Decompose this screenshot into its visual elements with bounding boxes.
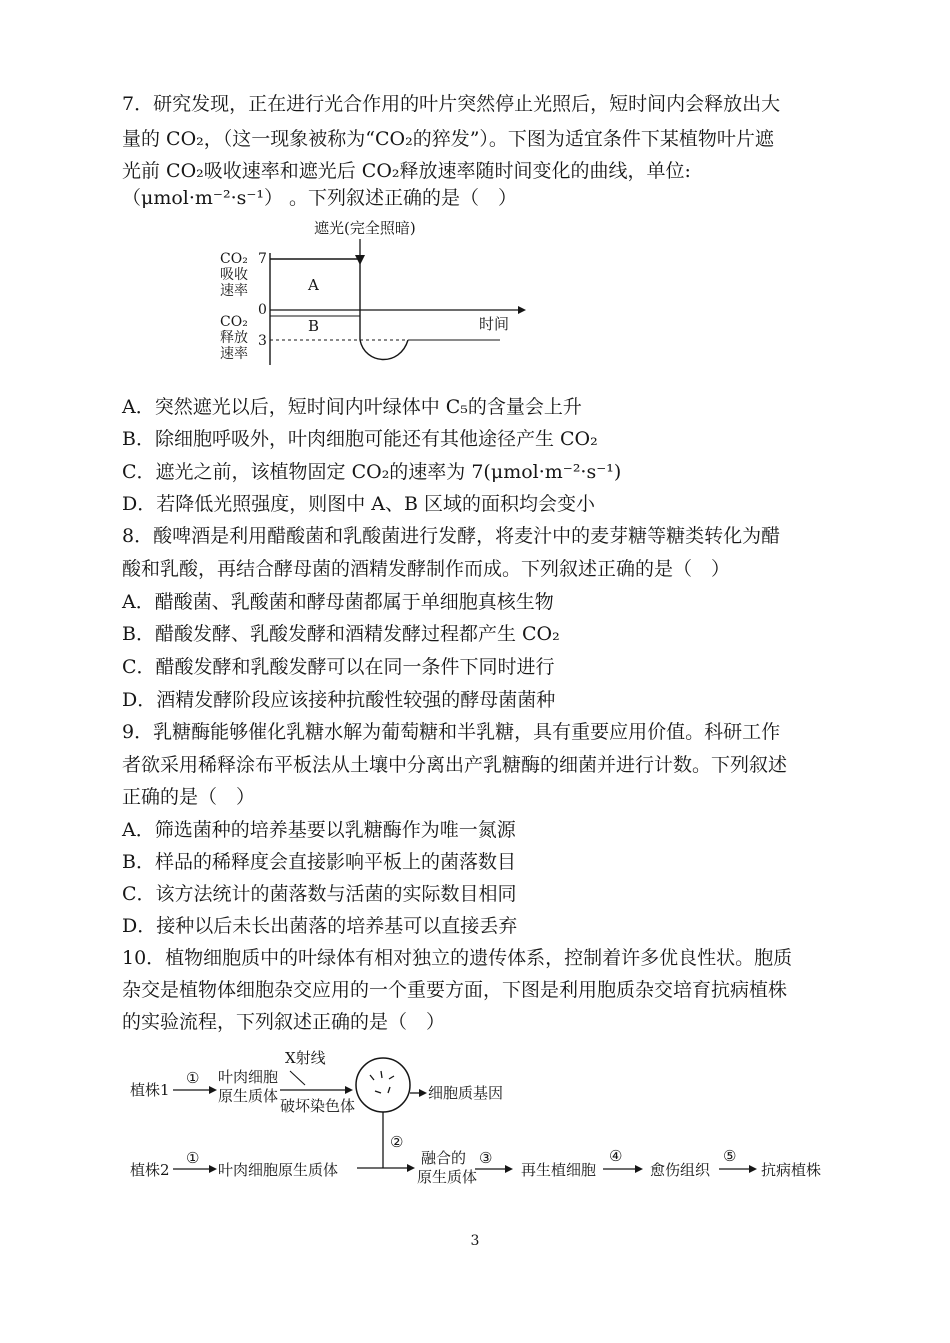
arrow-right-icon — [749, 1165, 757, 1173]
graph-y-upper-1: CO₂ — [220, 251, 248, 267]
q9-option-d: D．接种以后未长出菌落的培养基可以直接丢弃 — [122, 915, 518, 937]
flow-cyto-gene: 细胞质基因 — [428, 1084, 504, 1102]
q8-stem-line-2: 酸和乳酸，再结合酵母菌的酒精发酵制作而成。下列叙述正确的是（ ） — [122, 558, 731, 580]
q10-flow-diagram — [125, 1045, 835, 1195]
q7-option-b: B．除细胞呼吸外，叶肉细胞可能还有其他途径产生 CO₂ — [122, 428, 598, 450]
flow-protoplast1-a: 叶肉细胞 — [218, 1068, 279, 1086]
flow-protoplast1-b: 原生质体 — [218, 1087, 279, 1105]
flow-plant2: 植株2 — [130, 1161, 170, 1179]
flow-callus: 愈伤组织 — [650, 1161, 711, 1179]
q9-stem-line-2: 者欲采用稀释涂布平板法从土壤中分离出产乳糖酶的细菌并进行计数。下列叙述 — [122, 754, 788, 776]
q7-graph — [200, 215, 540, 390]
q10-stem-line-2: 杂交是植物体细胞杂交应用的一个重要方面，下图是利用胞质杂交培育抗病植株 — [122, 979, 788, 1001]
q8-option-b: B．醋酸发酵、乳酸发酵和酒精发酵过程都产生 CO₂ — [122, 623, 560, 645]
arrow-right-icon — [209, 1165, 217, 1173]
q7-option-c: C．遮光之前，该植物固定 CO₂的速率为 7(μmol·m⁻²·s⁻¹) — [122, 461, 622, 483]
q9-stem-line-3: 正确的是（ ） — [122, 786, 256, 808]
q7-option-d: D．若降低光照强度，则图中 A、B 区域的面积均会变小 — [122, 493, 595, 515]
flow-fused-b: 原生质体 — [417, 1168, 478, 1186]
arrow-right-icon — [518, 306, 526, 314]
graph-region-a: A — [308, 276, 319, 294]
cell-icon — [356, 1058, 410, 1112]
flow-destroy: 破坏染色体 — [280, 1097, 356, 1115]
graph-tick-0: 0 — [258, 302, 267, 318]
graph-y-upper-3: 速率 — [220, 283, 248, 299]
flow-protoplast2: 叶肉细胞原生质体 — [218, 1161, 339, 1179]
flow-fused-a: 融合的 — [421, 1149, 467, 1167]
q7-stem-line-1: 7．研究发现，正在进行光合作用的叶片突然停止光照后，短时间内会释放出大 — [122, 93, 781, 115]
flow-xray: X射线 — [285, 1049, 326, 1067]
arrow-right-icon — [209, 1086, 217, 1094]
graph-y-upper-2: 吸收 — [220, 267, 248, 283]
graph-y-lower-2: 释放 — [220, 330, 248, 346]
q9-option-a: A．筛选菌种的培养基要以乳糖酶作为唯一氮源 — [122, 819, 516, 841]
q8-option-d: D．酒精发酵阶段应该接种抗酸性较强的酵母菌菌种 — [122, 689, 556, 711]
q7-stem-line-4: （μmol·m⁻²·s⁻¹） 。下列叙述正确的是（ ） — [122, 187, 518, 209]
q8-option-a: A．醋酸菌、乳酸菌和酵母菌都属于单细胞真核生物 — [122, 591, 554, 613]
q8-option-c: C．醋酸发酵和乳酸发酵可以在同一条件下同时进行 — [122, 656, 555, 678]
arrow-right-icon — [635, 1165, 643, 1173]
q8-stem-line-1: 8．酸啤酒是利用醋酸菌和乳酸菌进行发酵，将麦汁中的麦芽糖等糖类转化为醋 — [122, 525, 781, 547]
flow-step4: ④ — [609, 1147, 623, 1165]
q7-option-a: A．突然遮光以后，短时间内叶绿体中 C₅的含量会上升 — [122, 396, 582, 418]
q7-stem-line-2: 量的 CO₂，（这一现象被称为“CO₂的猝发”）。下图为适宜条件下某植物叶片遮 — [122, 128, 774, 150]
q10-stem-line-3: 的实验流程，下列叙述正确的是（ ） — [122, 1011, 446, 1033]
flow-step5: ⑤ — [723, 1147, 737, 1165]
q9-option-b: B．样品的稀释度会直接影响平板上的菌落数目 — [122, 851, 516, 873]
arrow-right-icon — [345, 1086, 353, 1094]
flow-resistant: 抗病植株 — [761, 1161, 822, 1179]
flow-step1: ① — [186, 1069, 200, 1087]
graph-tick-7: 7 — [258, 251, 267, 267]
q10-stem-line-1: 10．植物细胞质中的叶绿体有相对独立的遗传体系，控制着许多优良性状。胞质 — [122, 947, 793, 969]
flow-regen: 再生植细胞 — [521, 1161, 597, 1179]
graph-tick-3: 3 — [258, 333, 267, 349]
arrow-right-icon — [505, 1165, 513, 1173]
graph-x-label: 时间 — [479, 315, 510, 333]
q9-option-c: C．该方法统计的菌落数与活菌的实际数目相同 — [122, 883, 517, 905]
flow-step1b: ① — [186, 1149, 200, 1167]
graph-y-lower-1: CO₂ — [220, 314, 248, 330]
flow-step3: ③ — [479, 1149, 493, 1167]
arrow-right-icon — [407, 1164, 415, 1172]
flow-plant1: 植株1 — [130, 1081, 170, 1099]
flow-step2: ② — [390, 1133, 404, 1151]
q7-stem-line-3: 光前 CO₂吸收速率和遮光后 CO₂释放速率随时间变化的曲线，单位: — [122, 160, 691, 182]
q9-stem-line-1: 9．乳糖酶能够催化乳糖水解为葡萄糖和半乳糖，具有重要应用价值。科研工作 — [122, 721, 781, 743]
graph-region-b: B — [308, 317, 320, 335]
arrow-right-icon — [419, 1089, 427, 1097]
graph-y-lower-3: 速率 — [220, 346, 248, 362]
page-number: 3 — [470, 1233, 480, 1249]
graph-top-label: 遮光(完全照暗) — [314, 219, 416, 237]
